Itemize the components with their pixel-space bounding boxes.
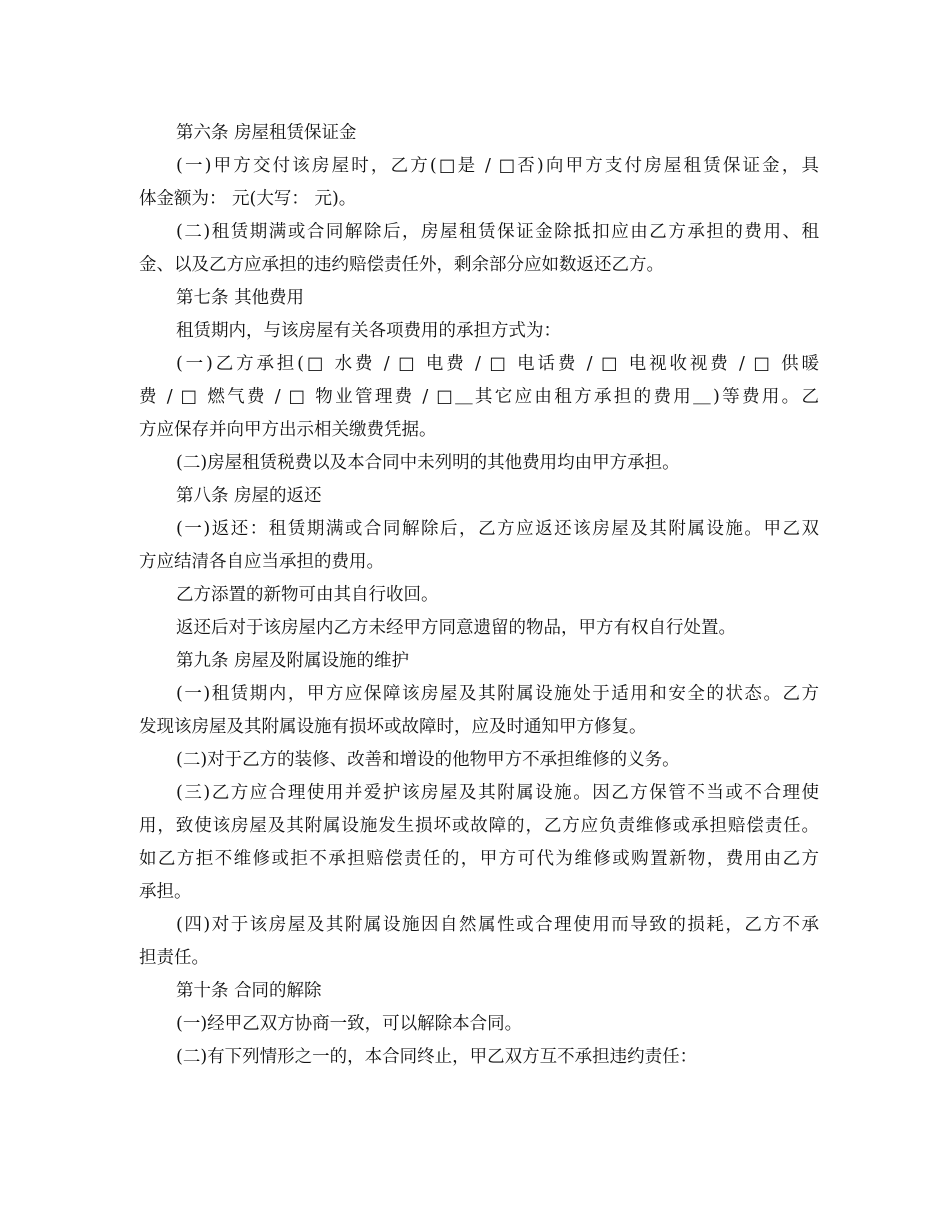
paragraph-line: 返还后对于该房屋内乙方未经甲方同意遗留的物品，甲方有权自行处置。 [176,618,736,638]
paragraph-line: (四)对于该房屋及其附属设施因自然属性或合理使用而导致的损耗，乙方不承 [176,915,819,935]
paragraph-line: 承担。 [139,882,192,902]
paragraph-line: 方应保存并向甲方出示相关缴费凭据。 [139,420,437,440]
paragraph-line: 租赁期内，与该房屋有关各项费用的承担方式为： [176,321,561,341]
paragraph-line: (一)乙方承担(□ 水费 / □ 电费 / □ 电话费 / □ 电视收视费 / □ 供暖 [176,354,819,374]
paragraph-line: 方应结清各自应当承担的费用。 [139,552,384,572]
paragraph-line: 用，致使该房屋及其附属设施发生损坏或故障的，乙方应负责维修或承担赔偿责任。 [139,816,819,836]
paragraph-line: 发现该房屋及其附属设施有损坏或故障时，应及时通知甲方修复。 [139,717,647,737]
paragraph-line: 金、以及乙方应承担的违约赔偿责任外，剩余部分应如数返还乙方。 [139,255,664,275]
paragraph-line: 如乙方拒不维修或拒不承担赔偿责任的，甲方可代为维修或购置新物，费用由乙方 [139,849,819,869]
article-8-heading: 第八条 房屋的返还 [176,486,322,506]
paragraph-line: (二)有下列情形之一的，本合同终止，甲乙双方互不承担违约责任： [176,1047,698,1067]
paragraph-line: 体金额为： 元(大写： 元)。 [139,189,357,209]
paragraph-line: (二)房屋租赁税费以及本合同中未列明的其他费用均由甲方承担。 [176,453,680,473]
paragraph-line: 费 / □ 燃气费 / □ 物业管理费 / □＿其它应由租方承担的费用＿)等费用。乙 [139,387,819,407]
paragraph-line: (一)租赁期内，甲方应保障该房屋及其附属设施处于适用和安全的状态。乙方 [176,684,819,704]
article-7-heading: 第七条 其他费用 [176,288,305,308]
paragraph-line: 担责任。 [139,948,209,968]
paragraph-line: (二)租赁期满或合同解除后，房屋租赁保证金除抵扣应由乙方承担的费用、租 [176,222,819,242]
article-9-heading: 第九条 房屋及附属设施的维护 [176,651,410,671]
article-10-heading: 第十条 合同的解除 [176,981,322,1001]
article-6-heading: 第六条 房屋租赁保证金 [176,123,357,143]
document-body [139,117,819,1074]
paragraph-line: 乙方添置的新物可由其自行收回。 [176,585,439,605]
paragraph-line: (一)经甲乙双方协商一致，可以解除本合同。 [176,1014,523,1034]
paragraph-line: (二)对于乙方的装修、改善和增设的他物甲方不承担维修的义务。 [176,750,680,770]
paragraph-line: (一)甲方交付该房屋时，乙方(□是 / □否)向甲方支付房屋租赁保证金，具 [176,156,819,176]
paragraph-line: (一)返还：租赁期满或合同解除后，乙方应返还该房屋及其附属设施。甲乙双 [176,519,819,539]
paragraph-line: (三)乙方应合理使用并爱护该房屋及其附属设施。因乙方保管不当或不合理使 [176,783,819,803]
